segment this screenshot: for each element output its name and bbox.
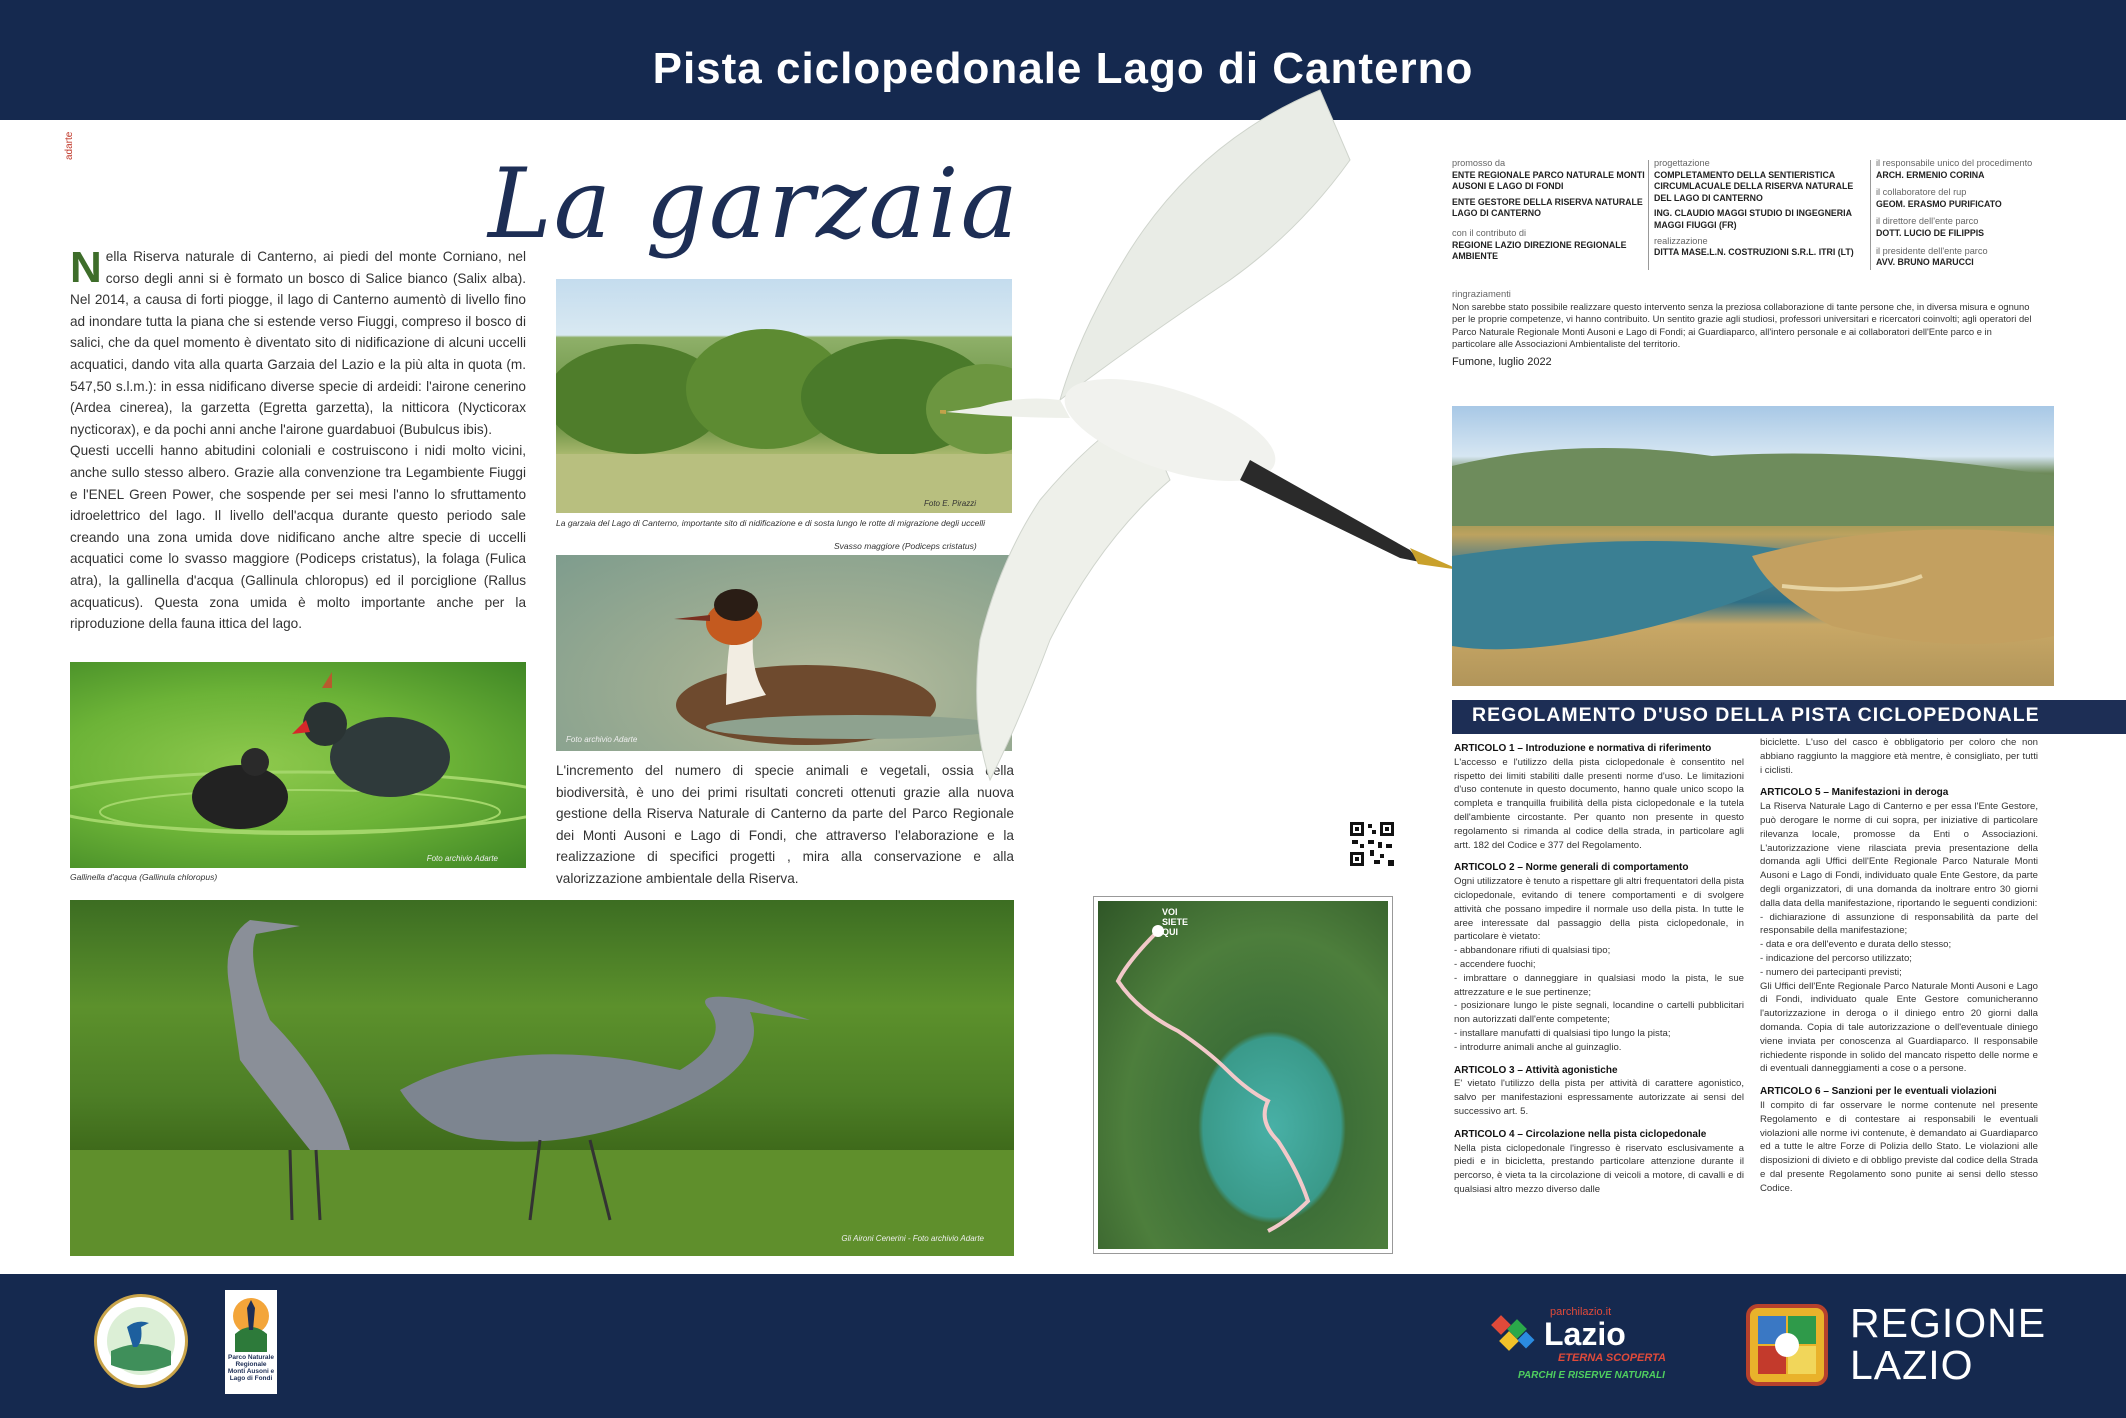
credits-column-1	[1452, 158, 1648, 263]
article-list-item: - data e ora dell'evento e durata dello stesso;	[1760, 939, 1952, 951]
credit-label: promosso da	[1452, 158, 1506, 168]
regolamento-column-left	[1454, 740, 1744, 1197]
article-text: La Riserva Naturale Lago di Canterno e per essa l'Ente Gestore, può derogare le norme di cui sopra, per iniziative di particolare rilevanza locale, promosse da Enti o Associazioni. L'autorizzazione viene rilasciata previa presentazione della domanda agli Uffici dell'Ente Regionale Parco Naturale Monti Ausoni e Lago di Fondi, individuato quale Ente Gestore, da parte degli organizzatori, di una domanda da inoltrare entro 30 giorni dalla data della manifestazione, riportando le seguenti condizioni:	[1760, 801, 2038, 909]
article-text: E' vietato l'utilizzo della pista per attività di carattere agonistico, salvo per manifestazioni espressamente autorizzate ai sensi del successivo art. 5.	[1454, 1078, 1744, 1117]
article-list-item: - introdurre animali anche al guinzaglio.	[1454, 1041, 1622, 1053]
credit-label: realizzazione	[1654, 235, 1708, 246]
article-title: ARTICOLO 1 – Introduzione e normativa di riferimento	[1454, 743, 1712, 754]
credit-value: ENTE REGIONALE PARCO NATURALE MONTI AUSONI E LAGO DI FONDI	[1452, 169, 1645, 192]
acknowledgements-label: ringraziamenti	[1452, 288, 1511, 299]
credit-value: DOTT. LUCIO DE FILIPPIS	[1876, 227, 1985, 238]
lazio-word: Lazio	[1544, 1316, 1626, 1352]
intro-paragraph-1: ella Riserva naturale di Canterno, ai piedi del monte Corniano, nel corso degli anni si è formato un bosco di Salice bianco (Salix alba). Nel 2014, a causa di forti piogge, il lago di Canterno aumentò di livello fino ad inondare tutta la piana che si estende verso Fiuggi, compreso il bosco di salici, che da quel momento è diventato sito di nidificazione di alcuni uccelli acquatici, dando vita alla quarta Garzaia del Lazio e la più alta in quota (m. 547,50 s.l.m.): in essa nidificano diverse specie di ardeidi: l'airone cenerino (Ardea cinerea), la garzetta (Egretta garzetta), la nitticora (Nycticorax nycticorax), e da pochi anni anche l'airone guardabuoi (Bubulcus ibis).	[70, 249, 526, 437]
article-text: Il compito di far osservare le norme contenute nel presente Regolamento e di contestare ai responsabili le eventuali violazioni alle norme ivi contenute, è demandato ai Guardiaparco ed a tutte le altre Forze di Polizia dello Stato. Le violazioni alle disposizioni di divieto e di obbligo previste dal codice della Strada e dal presente Regolamento sono punite ai sensi dello stesso Codice.	[1760, 1099, 2038, 1194]
credits-column-3	[1876, 158, 2076, 269]
parchi-lazio-logo	[1488, 1306, 1678, 1384]
intro-text	[70, 243, 526, 635]
credit-value: REGIONE LAZIO DIREZIONE REGIONALE AMBIENTE	[1452, 239, 1627, 262]
article-text: L'accesso e l'utilizzo della pista ciclopedonale è consentito nel rispetto dei limiti stabiliti dalle presenti norme d'uso. Le limitazioni d'uso contenute in questo documento, hanno quale unico scopo la completa e tranquilla fruibilità della pista ciclopedonale e la tutela dell'ambiente circostante. Per quanto non presente in questo regolamento si rimanda al codice della strada, in particolare agli artt. 182 del Codice e 377 del Regolamento.	[1454, 756, 1744, 851]
credit-value: DITTA MASE.L.N. COSTRUZIONI S.R.L. ITRI (LT)	[1654, 247, 1854, 258]
garzaia-credit: Foto E. Pirazzi	[923, 499, 976, 508]
divider	[1648, 160, 1649, 270]
acknowledgements	[1452, 288, 2032, 351]
lazio-url: parchilazio.it	[1550, 1306, 1612, 1318]
article-text: biciclette. L'uso del casco è obbligatorio per coloro che non abbiano raggiunto la maggiore età mentre, è consigliato, per tutti i ciclisti.	[1760, 737, 2038, 776]
trail-map	[1094, 897, 1392, 1253]
egret-illustration	[940, 80, 1520, 800]
credit-label: il presidente dell'ente parco	[1876, 245, 1988, 256]
garzaia-caption: La garzaia del Lago di Canterno, importante sito di nidificazione e di sosta lungo le rotte di migrazione degli uccelli	[556, 518, 986, 528]
gallinella-photo	[70, 662, 526, 868]
credit-value: GEOM. ERASMO PURIFICATO	[1876, 198, 2002, 209]
herons-illustration	[70, 900, 1014, 1256]
lazio-tagline: ETERNA SCOPERTA	[1558, 1352, 1666, 1364]
credit-value: ING. CLAUDIO MAGGI STUDIO DI INGEGNERIA MAGGI FIUGGI (FR)	[1654, 208, 1852, 230]
credit-label: il collaboratore del rup	[1876, 187, 1967, 198]
page-title: Pista ciclopedonale Lago di Canterno	[652, 44, 1474, 93]
aironi-credit: Gli Aironi Cenerini - Foto archivio Adarte	[841, 1234, 984, 1243]
article-list-item: - imbrattare o danneggiare in qualsiasi modo la pista, le sue attrezzature e le sue pertinenze;	[1454, 972, 1744, 998]
article-list-item: - indicazione del percorso utilizzato;	[1760, 952, 1912, 964]
lake-landscape-illustration	[1452, 406, 2054, 686]
parco-logo	[225, 1290, 277, 1394]
qr-code[interactable]	[1350, 822, 1394, 866]
regione-shield-icon	[1750, 1308, 1824, 1382]
article-title: ARTICOLO 3 – Attività agonistiche	[1454, 1064, 1618, 1076]
article-list-item: - numero dei partecipanti previsti;	[1760, 966, 1902, 978]
svasso-credit: Foto archivio Adarte	[566, 735, 638, 744]
lazio-region-word: LAZIO	[1850, 1342, 1974, 1388]
credit-label: progettazione	[1654, 158, 1710, 168]
place-date: Fumone, luglio 2022	[1452, 356, 1552, 368]
article-title: ARTICOLO 6 – Sanzioni per le eventuali violazioni	[1760, 1086, 1997, 1098]
credit-label: il direttore dell'ente parco	[1876, 216, 1979, 227]
drop-cap: N	[70, 243, 102, 292]
article-list-item: - accendere fuochi;	[1454, 958, 1536, 970]
svasso-caption: Svasso maggiore (Podiceps cristatus)	[834, 541, 977, 551]
trail-route-illustration	[1098, 901, 1388, 1249]
section-title: La garzaia	[488, 148, 1020, 260]
article-title: ARTICOLO 5 – Manifestazioni in deroga	[1760, 787, 1949, 799]
article-title: ARTICOLO 2 – Norme generali di comportamento	[1454, 862, 1689, 874]
riserva-logo	[94, 1294, 188, 1388]
article-list-item: - abbandonare rifiuti di qualsiasi tipo;	[1454, 945, 1611, 957]
intro-paragraph-2: Questi uccelli hanno abitudini coloniali e costruiscono i nidi molto vicini, anche sullo stesso albero. Grazie alla convenzione tra Legambiente Fiuggi e l'ENEL Green Power, che sospende per sei mesi l'anno lo sfruttamento idroelettrico del lago. Il livello dell'acqua durante questo periodo sale creando una zona umida dove nidificano anche altre specie di uccelli acquatici come lo svasso maggiore (Podiceps cristatus), la folaga (Fulica atra), la gallinella d'acqua (Gallinula chloropus) ed il porciglione (Rallus acquaticus). Questa zona umida è molto importante anche per la riproduzione della fauna ittica del lago.	[70, 443, 526, 632]
regione-emblem	[1746, 1304, 1828, 1386]
credit-value: ENTE GESTORE DELLA RISERVA NATURALE LAGO DI CANTERNO	[1452, 196, 1643, 219]
credit-value: ARCH. ERMENIO CORINA	[1876, 169, 1985, 180]
you-are-here-label: VOI SIETE QUI	[1162, 907, 1189, 937]
aironi-photo	[70, 900, 1014, 1256]
acknowledgements-text: Non sarebbe stato possibile realizzare questo intervento senza la preziosa collaborazione di tante persone che, in diversa misura e ognuno per le proprie competenze, vi hanno contribuito. Un sentito grazie agli studiosi, professori universitari e ricercatori coinvolti; agli operatori del Parco Naturale Regionale Monti Ausoni e Lago di Fondi; ai Guardiaparco, all'intero personale e ai collaboratori dell'Ente parco e in particolare alle Associazioni Ambientaliste del territorio.	[1452, 300, 2032, 350]
gallinella-caption: Gallinella d'acqua (Gallinula chloropus)	[70, 872, 218, 882]
parchi-sub: PARCHI E RISERVE NATURALI	[1518, 1370, 1665, 1381]
credit-value: AVV. BRUNO MARUCCI	[1876, 257, 1974, 268]
lake-photo	[1452, 406, 2054, 686]
article-text: Ogni utilizzatore è tenuto a rispettare gli altri frequentatori della pista ciclopedonale, evitando di tenere comportamenti e di svolgere attività che possano impedire il normale uso della pista. In tutte le aree interessate dal passaggio della pista ciclopedonale, in particolare è vietato:	[1454, 876, 1744, 943]
article-list-item: - dichiarazione di assunzione di responsabilità da parte del responsabile della manifestazione;	[1760, 911, 2038, 937]
biodiversity-text: L'incremento del numero di specie animali e vegetali, ossia della biodiversità, è uno dei primi risultati concreti ottenuti grazie alla nuova gestione della Riserva Naturale di Canterno da parte del Parco Regionale dei Monti Ausoni e Lago di Fondi, che attraverso l'elaborazione e la realizzazione di specifici progetti , mira alla conservazione e alla valorizzazione ambientale della Riserva.	[556, 763, 1014, 886]
article-text: Gli Uffici dell'Ente Regionale Parco Naturale Monti Ausoni e Lago di Fondi, individuato quale Ente Gestore comunicheranno l'autorizzazione in deroga o il diniego entro 20 giorni dalla domanda. Copia di tale autorizzazione o dell'eventuale diniego viene inviata per conoscenza al Guardiaparco. Il responsabile richiedente risponde in solido del mancato rispetto delle norme e di eventuali danneggiamenti a cose o a persone.	[1760, 980, 2038, 1075]
credits-column-2	[1654, 158, 1870, 259]
moorhen-illustration	[70, 662, 526, 868]
side-credit: adarte	[64, 131, 75, 160]
parco-logo-text: Parco Naturale Regionale Monti Ausoni e Lago di Fondi	[227, 1354, 275, 1382]
credit-value: COMPLETAMENTO DELLA SENTIERISTICA CIRCUMLACUALE DELLA RISERVA NATURALE DEL LAGO DI CANTERNO	[1654, 169, 1854, 203]
regolamento-title: REGOLAMENTO D'USO DELLA PISTA CICLOPEDONALE	[1452, 700, 2126, 734]
regione-label	[1850, 1302, 2046, 1386]
parco-emblem-icon	[225, 1290, 277, 1352]
heron-logo-icon	[97, 1297, 185, 1385]
credit-label: con il contributo di	[1452, 227, 1527, 238]
gallinella-credit: Foto archivio Adarte	[426, 854, 498, 863]
credit-label: il responsabile unico del procedimento	[1876, 158, 2033, 168]
article-title: ARTICOLO 4 – Circolazione nella pista ciclopedonale	[1454, 1128, 1707, 1140]
regione-word: REGIONE	[1850, 1300, 2047, 1346]
article-list-item: - installare manufatti di qualsiasi tipo lungo la pista;	[1454, 1027, 1671, 1039]
regolamento-column-right	[1760, 736, 2038, 1196]
article-text: Nella pista ciclopedonale l'ingresso è riservato esclusivamente a piedi e in bicicletta, prestando particolare attenzione durante il percorso, è vieta ta la circolazione di veicoli a motore, di cavalli e di qualsiasi altro mezzo diverso dalle	[1454, 1142, 1744, 1195]
lazio-puzzle-icon	[1488, 1312, 1544, 1356]
article-list-item: - posizionare lungo le piste segnali, locandine o cartelli pubblicitari non autorizzati dall'ente competente;	[1454, 1000, 1744, 1026]
qr-code-icon	[1350, 822, 1394, 866]
divider	[1870, 160, 1871, 270]
